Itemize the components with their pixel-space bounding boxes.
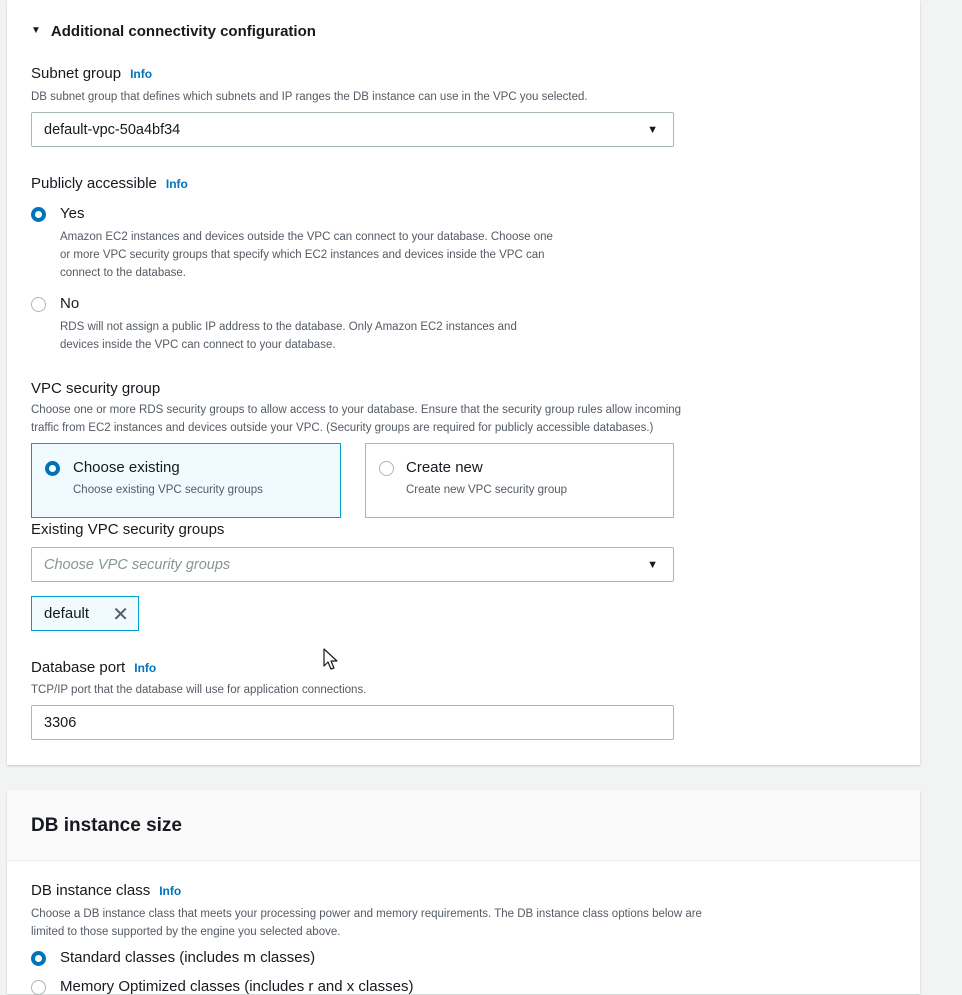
caret-down-icon: ▼ — [647, 124, 658, 136]
instance-class-label: DB instance class Info — [31, 882, 182, 899]
choose-existing-description: Choose existing VPC security groups — [73, 484, 263, 496]
create-new-radio[interactable] — [379, 461, 394, 476]
public-yes-description: Amazon EC2 instances and devices outside the VPC can connect to your database. Choose one or more VPC security groups that specify which EC2 instances and devices inside the VPC can connect to the database. — [60, 231, 553, 279]
token-label: default — [44, 605, 90, 622]
create-new-description: Create new VPC security group — [406, 484, 568, 496]
database-port-label: Database port Info — [31, 659, 157, 676]
database-port-info-link[interactable]: Info — [134, 661, 157, 675]
subnet-group-select[interactable] — [31, 112, 674, 147]
memory-optimized-radio[interactable] — [31, 980, 46, 995]
choose-existing-tile[interactable] — [31, 443, 341, 518]
connectivity-expander[interactable] — [31, 23, 316, 40]
memory-optimized-label[interactable]: Memory Optimized classes (includes r and x classes) — [60, 978, 414, 995]
standard-classes-label[interactable]: Standard classes (includes m classes) — [60, 949, 316, 966]
public-access-label: Publicly accessible Info — [31, 175, 188, 192]
existing-groups-label: Existing VPC security groups — [31, 521, 225, 538]
close-icon[interactable]: ✕ — [112, 604, 129, 626]
expander-label: Additional connectivity configuration — [50, 23, 316, 40]
subnet-group-label: Subnet group Info — [31, 65, 153, 82]
public-access-info-link[interactable]: Info — [165, 177, 188, 191]
choose-existing-radio[interactable] — [45, 461, 60, 476]
security-group-token — [31, 596, 139, 631]
vpc-security-group-description: Choose one or more RDS security groups to allow access to your database. Ensure that the security group rules allow incoming traffic from EC2 instances and devices outside your VPC. (Security groups are required for publicly accessible databases.) — [31, 404, 682, 434]
existing-groups-select[interactable] — [31, 547, 674, 582]
public-yes-radio[interactable] — [31, 207, 46, 222]
database-port-description: TCP/IP port that the database will use for application connections. — [31, 684, 367, 696]
vpc-security-group-label: VPC security group — [31, 380, 161, 397]
database-port-value: 3306 — [44, 714, 77, 731]
instance-class-info-link[interactable]: Info — [159, 884, 182, 898]
subnet-group-value: default-vpc-50a4bf34 — [44, 121, 181, 138]
caret-down-icon: ▼ — [31, 25, 41, 36]
public-no-description: RDS will not assign a public IP address to the database. Only Amazon EC2 instances and devices inside the VPC can connect to your database. — [60, 321, 517, 351]
subnet-group-info-link[interactable]: Info — [130, 67, 153, 81]
public-no-radio[interactable] — [31, 297, 46, 312]
standard-classes-radio[interactable] — [31, 951, 46, 966]
database-port-input[interactable] — [31, 705, 674, 740]
mouse-pointer-icon — [323, 648, 339, 672]
instance-size-panel — [7, 790, 920, 994]
instance-size-header — [7, 790, 920, 861]
subnet-group-description: DB subnet group that defines which subnets and IP ranges the DB instance can use in the VPC you selected. — [31, 91, 588, 103]
choose-existing-title: Choose existing — [73, 459, 180, 476]
caret-down-icon: ▼ — [647, 559, 658, 571]
public-yes-label[interactable]: Yes — [60, 205, 85, 222]
public-no-label[interactable]: No — [60, 295, 80, 312]
create-new-tile[interactable] — [365, 443, 674, 518]
instance-class-description: Choose a DB instance class that meets your processing power and memory requirements. The DB instance class options below are limited to those supported by the engine you selected above. — [31, 908, 702, 938]
existing-groups-placeholder: Choose VPC security groups — [44, 556, 231, 573]
instance-size-title: DB instance size — [31, 815, 182, 836]
create-new-title: Create new — [406, 459, 483, 476]
connectivity-panel — [7, 0, 920, 765]
